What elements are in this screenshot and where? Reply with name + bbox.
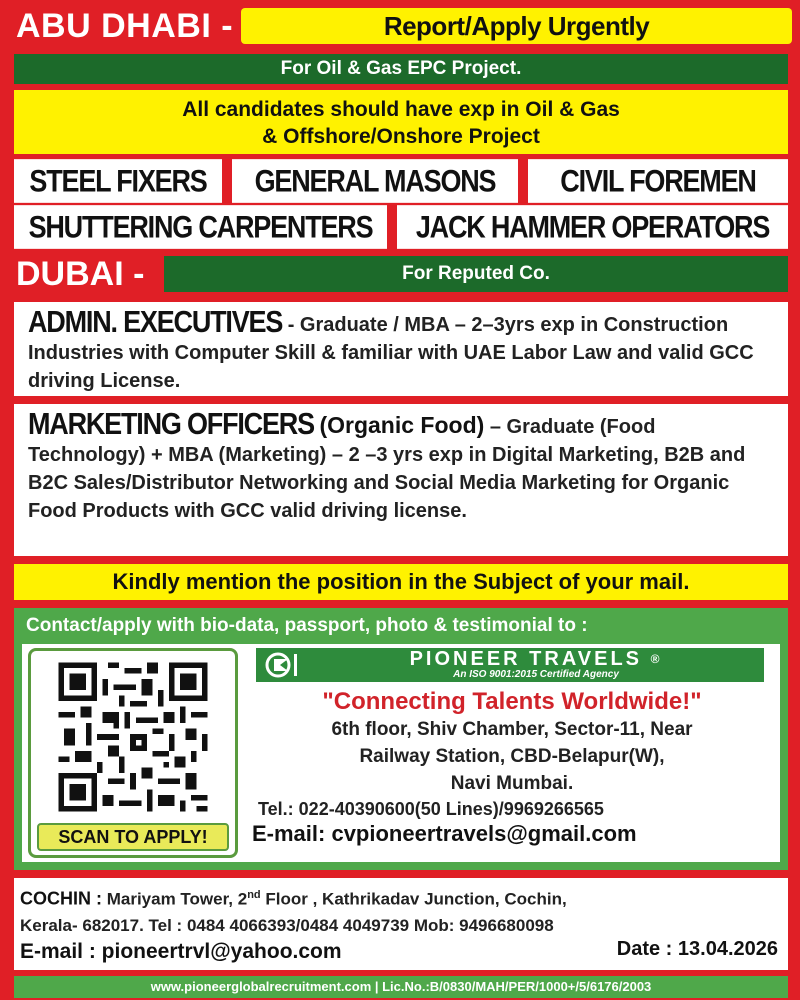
- footer-website-license[interactable]: www.pioneerglobalrecruitment.com | Lic.No.:B/0830/MAH/PER/1000+/5/6176/2003: [14, 976, 788, 998]
- contact-card: [22, 644, 780, 862]
- dubai-header: [14, 254, 788, 294]
- dubai-title: DUBAI -: [16, 254, 145, 293]
- admin-executives-job: [14, 302, 788, 396]
- agency-logo: [256, 648, 764, 682]
- trade-civil-foremen: CIVIL FOREMEN: [528, 159, 788, 203]
- agency-certification: An ISO 9001:2015 Certified Agency: [453, 669, 619, 680]
- trade-shuttering-carpenters: SHUTTERING CARPENTERS: [14, 205, 387, 249]
- admin-job-title: ADMIN. EXECUTIVES: [28, 305, 283, 339]
- cochin-office: [14, 878, 788, 970]
- project-banner: For Oil & Gas EPC Project.: [14, 54, 788, 84]
- scan-to-apply-button[interactable]: SCAN TO APPLY!: [37, 823, 229, 851]
- ad-date: Date : 13.04.2026: [616, 938, 778, 960]
- experience-line-1: All candidates should have exp in Oil & Gas: [182, 98, 620, 121]
- agency-details: [238, 648, 774, 858]
- marketing-officers-job: [14, 404, 788, 556]
- contact-heading: Contact/apply with bio-data, passport, photo & testimonial to :: [26, 615, 588, 636]
- qr-code-panel[interactable]: [28, 648, 238, 858]
- contact-section: [14, 608, 788, 870]
- marketing-job-description: – Graduate (Food Technology) + MBA (Marketing) – 2 –3 yrs exp in Digital Marketing, B2B and B2C Sales/Distributor Networking and Social Media Marketing for Organic Food Products with GCC valid driving license.: [28, 416, 746, 522]
- dubai-company-banner: For Reputed Co.: [164, 256, 788, 292]
- cochin-address-line-2: Kerala- 682017. Tel : 0484 4066393/0484 4049739 Mob: 9496680098: [20, 915, 554, 935]
- admin-job-description: - Graduate / MBA – 2–3yrs exp in Construction Industries with Computer Skill & familiar with UAE Labor Law and valid GCC driving License.: [28, 314, 754, 392]
- marketing-job-subtitle: (Organic Food): [319, 412, 485, 438]
- experience-line-2: & Offshore/Onshore Project: [262, 125, 540, 148]
- qr-code-icon[interactable]: [53, 657, 213, 817]
- cochin-label: COCHIN :: [20, 888, 102, 909]
- abu-dhabi-title: ABU DHABI -: [16, 6, 234, 45]
- experience-requirement: [14, 90, 788, 154]
- agency-name: PIONEER TRAVELS: [409, 648, 643, 670]
- trade-general-masons: GENERAL MASONS: [232, 159, 518, 203]
- pioneer-logo-icon: [256, 648, 308, 682]
- address-line-2: Railway Station, CBD-Belapur(W),: [359, 746, 665, 767]
- trade-steel-fixers: STEEL FIXERS: [14, 159, 222, 203]
- trade-jack-hammer-operators: JACK HAMMER OPERATORS: [397, 205, 788, 249]
- agency-tagline: "Connecting Talents Worldwide!": [322, 688, 702, 715]
- abu-dhabi-header: [8, 6, 792, 46]
- contact-email[interactable]: E-mail: cvpioneertravels@gmail.com: [252, 821, 637, 846]
- address-line-3: Navi Mumbai.: [450, 773, 574, 794]
- address-line-1: 6th floor, Shiv Chamber, Sector-11, Near: [331, 719, 693, 740]
- urgent-banner: Report/Apply Urgently: [241, 8, 792, 44]
- telephone: Tel.: 022-40390600(50 Lines)/9969266565: [258, 799, 604, 819]
- trade-row-2: [14, 208, 788, 246]
- cochin-address-line-1: COCHIN : Mariyam Tower, 2nd Floor , Kathrikadav Junction, Cochin,: [20, 888, 567, 909]
- cochin-email[interactable]: E-mail : pioneertrvl@yahoo.com: [20, 939, 342, 963]
- registered-mark: ®: [650, 652, 663, 666]
- marketing-job-title: MARKETING OFFICERS: [28, 407, 314, 441]
- trade-row-1: [14, 162, 788, 200]
- mention-position-note: Kindly mention the position in the Subject of your mail.: [14, 564, 788, 600]
